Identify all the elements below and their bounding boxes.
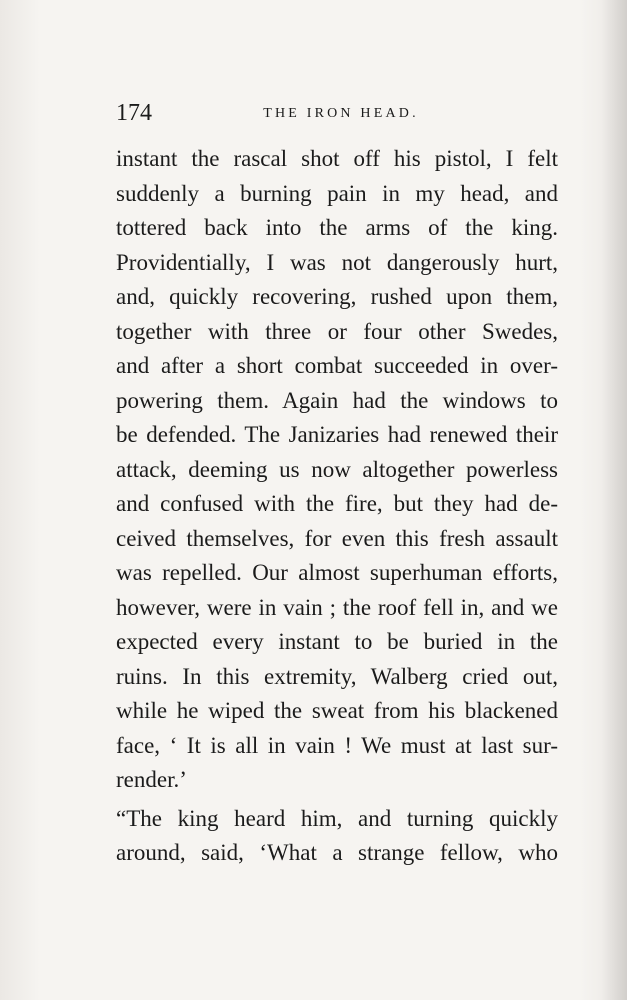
text-line: tottered back into the arms of the king.	[116, 215, 558, 240]
text-line: ceived themselves, for even this fresh assault	[116, 525, 558, 551]
text-line: face, ‘ It is all in vain ! We must at last sur-	[116, 732, 558, 758]
text-line: suddenly a burning pain in my head, and	[116, 180, 558, 206]
page-number: 174	[116, 100, 152, 126]
text-line: and confused with the fire, but they had de-	[116, 491, 558, 516]
text-line: powering them. Again had the windows to	[116, 387, 558, 413]
text-line: and, quickly recovering, rushed upon them,	[116, 284, 558, 309]
text-line: attack, deeming us now altogether powerless	[116, 456, 558, 482]
text-line: however, were in vain ; the roof fell in, and we	[116, 594, 558, 620]
text-line: instant the rascal shot off his pistol, I felt	[116, 146, 558, 171]
text-line: around, said, ‘What a strange fellow, who	[116, 840, 558, 865]
running-head	[116, 98, 558, 132]
body-text	[116, 142, 558, 871]
text-line: expected every instant to be buried in the	[116, 629, 558, 654]
text-line: render.’	[116, 767, 187, 792]
text-line: and after a short combat succeeded in over-	[116, 353, 558, 378]
text-line: be defended. The Janizaries had renewed their	[116, 422, 558, 447]
page-edge-shadow	[601, 0, 627, 1000]
text-line: while he wiped the sweat from his blackened	[116, 698, 558, 723]
text-line: ruins. In this extremity, Walberg cried out,	[116, 663, 558, 689]
text-line: Providentially, I was not dangerously hurt,	[116, 249, 558, 275]
text-line: was repelled. Our almost superhuman efforts,	[116, 560, 558, 585]
running-title: THE IRON HEAD.	[263, 106, 419, 121]
text-line: together with three or four other Swedes,	[116, 318, 558, 344]
text-line: “The king heard him, and turning quickly	[116, 805, 558, 831]
